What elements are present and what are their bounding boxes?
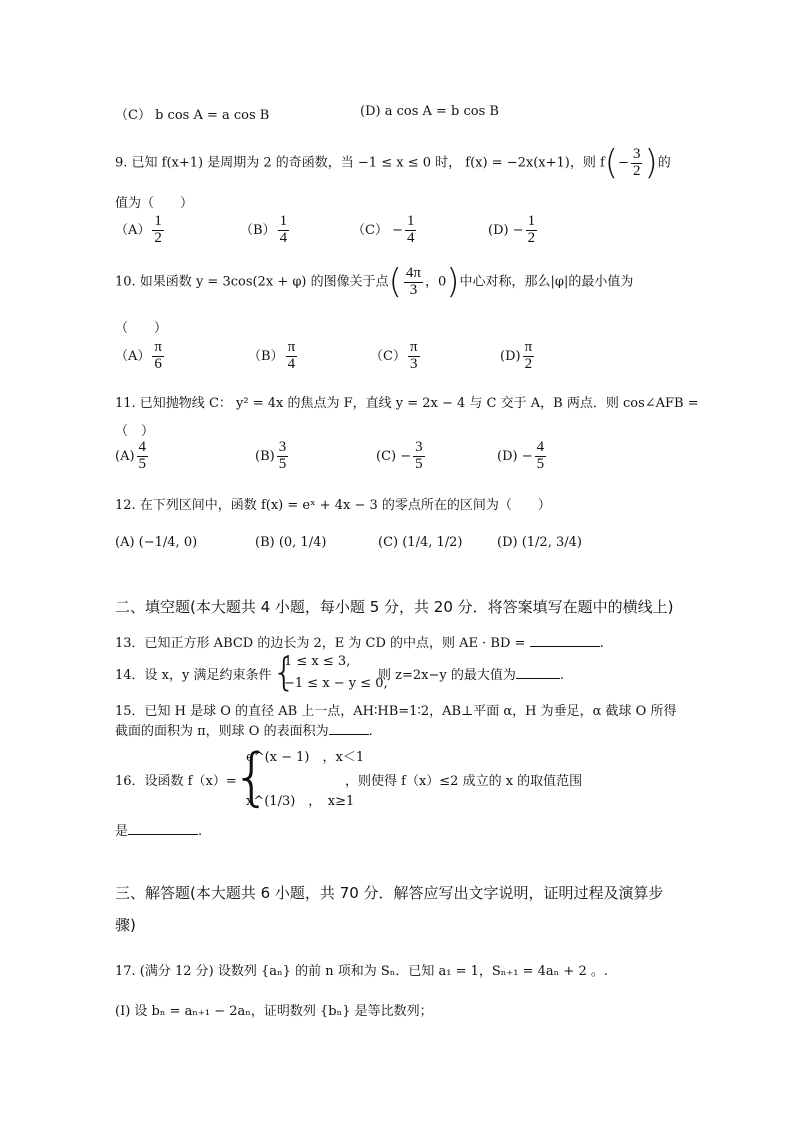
q14-answer-blank xyxy=(516,678,560,679)
q16-brace: { xyxy=(232,740,272,813)
q11-option-d: (D) − $\frac{4}{5}$ xyxy=(497,439,545,472)
q8-option-d: (D) a cos A = b cos B xyxy=(360,104,499,119)
q11-option-c: (C) − $\frac{3}{5}$ xyxy=(376,439,423,472)
q10-option-c: （C） $\frac{\pi}{3}$ xyxy=(370,339,418,372)
q16-case-2: x^(1/3) ， x≥1 xyxy=(246,794,355,809)
q15-line-2: 截面的面积为 π，则球 O 的表面积为 . xyxy=(115,724,373,739)
q15-line-1: 15．已知 H 是球 O 的直径 AB 上一点，AH∶HB=1∶2，AB⊥平面 α，H 为垂足，α 截球 O 所得 xyxy=(115,704,677,719)
q12-option-b: (B) (0, 1/4) xyxy=(255,535,327,550)
q17-stem: 17. (满分 12 分) 设数列 {aₙ} 的前 n 项和为 Sₙ．已知 a₁ = 1，Sₙ₊₁ = 4aₙ + 2 。. xyxy=(115,964,608,979)
q9-option-d: (D) − $\frac{1}{2}$ xyxy=(488,213,536,246)
q14-brace: { xyxy=(272,650,297,694)
q12-option-d: (D) (1/2, 3/4) xyxy=(497,535,582,550)
section-solve-heading: 三、解答题(本大题共 6 小题，共 70 分．解答应写出文字说明，证明过程及演算步 xyxy=(115,884,664,902)
q16-stem: 16．设函数 f（x）= xyxy=(115,774,237,789)
q12-option-a: (A) (−1/4, 0) xyxy=(115,535,198,550)
q11-option-b: (B) $\frac{3}{5}$ xyxy=(255,439,287,472)
q10-stem: 10. 如果函数 y = 3cos(2x + φ) 的图像关于点( $\frac{4\pi}{3}$ ，0)中心对称，那么|φ|的最小值为 xyxy=(115,262,634,302)
q11-option-a: (A) $\frac{4}{5}$ xyxy=(115,439,147,472)
q10-stem-cont: （ ） xyxy=(115,321,168,336)
q14-tail: 则 z=2x−y 的最大值为 . xyxy=(378,668,564,683)
q12-option-c: (C) (1/4, 1/2) xyxy=(378,535,463,550)
q16-case-1: e^(x − 1) ，x＜1 xyxy=(246,750,365,765)
q9-stem: 9. 已知 f(x+1) 是周期为 2 的奇函数，当 −1 ≤ x ≤ 0 时， f(x) = −2x(x+1)，则 f(− $\frac{3}{2}$ )的 xyxy=(115,143,671,183)
section-fill-in-heading: 二、填空题(本大题共 4 小题，每小题 5 分，共 20 分．将答案填写在题中的横线上) xyxy=(115,598,674,616)
q12-stem: 12. 在下列区间中，函数 f(x) = eˣ + 4x − 3 的零点所在的区间为（ ） xyxy=(115,498,551,513)
q16-answer-blank xyxy=(128,834,198,835)
q9-stem-cont: 值为（ ） xyxy=(115,196,194,211)
q14-condition-2: −1 ≤ x − y ≤ 0, xyxy=(284,676,388,691)
q11-stem-cont: （ ） xyxy=(115,424,155,439)
q9-option-a: （A） $\frac{1}{2}$ xyxy=(115,213,162,246)
q15-answer-blank xyxy=(329,734,369,735)
q16-tail: ，则使得 f（x）≤2 成立的 x 的取值范围 xyxy=(345,774,583,789)
q14-stem: 14．设 x，y 满足约束条件 xyxy=(115,668,272,683)
q13-answer-blank xyxy=(530,646,600,647)
q17-part-1: (Ⅰ) 设 bₙ = aₙ₊₁ − 2aₙ，证明数列 {bₙ} 是等比数列； xyxy=(115,1004,433,1019)
q10-option-a: （A） $\frac{\pi}{6}$ xyxy=(115,339,162,372)
q8-option-c: （C） b cos A = a cos B xyxy=(115,108,270,123)
q11-stem: 11. 已知抛物线 C： y² = 4x 的焦点为 F，直线 y = 2x − 4 与 C 交于 A，B 两点．则 cos∠AFB = xyxy=(115,396,699,411)
q9-option-b: （B） $\frac{1}{4}$ xyxy=(240,213,288,246)
q14-condition-1: 1 ≤ x ≤ 3, xyxy=(284,654,351,669)
q9-option-c: （C） − $\frac{1}{4}$ xyxy=(352,213,415,246)
q16-line-2: 是 . xyxy=(115,824,203,839)
q13-stem: 13．已知正方形 ABCD 的边长为 2，E 为 CD 的中点，则 AE · BD = . xyxy=(115,636,604,651)
section-solve-heading-cont: 骤) xyxy=(115,916,136,934)
q10-option-b: （B） $\frac{\pi}{4}$ xyxy=(248,339,296,372)
q10-option-d: (D) $\frac{\pi}{2}$ xyxy=(500,339,533,372)
